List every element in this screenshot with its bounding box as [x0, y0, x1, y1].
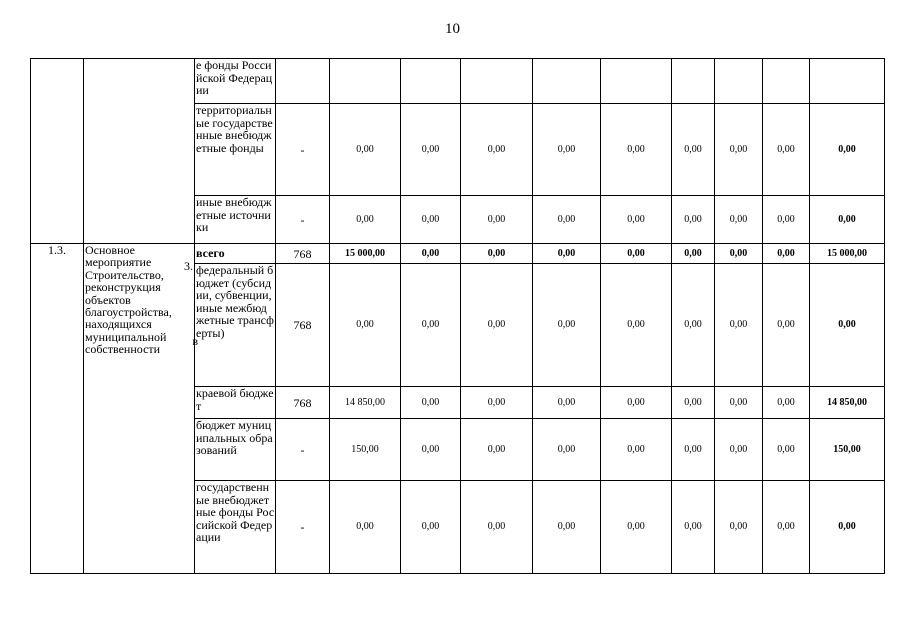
value-cell: 0,00	[401, 387, 461, 419]
value-cell: 0,00	[461, 387, 533, 419]
value-cell: 0,00	[763, 196, 810, 244]
value-cell: 0,00	[763, 244, 810, 264]
value-cell: 0,00	[461, 264, 533, 387]
value-cell: 0,00	[533, 419, 601, 481]
source-cell: территориальные государственные внебюджетные фонды	[195, 104, 276, 196]
value-cell: 0,00	[672, 387, 715, 419]
value-cell: 0,00	[330, 481, 401, 574]
value-cell: 0,00	[601, 104, 672, 196]
value-cell: 0,00	[715, 244, 763, 264]
stray-mark: 3.	[184, 259, 193, 273]
value-cell: 0,00	[601, 244, 672, 264]
value-cell: 0,00	[763, 104, 810, 196]
value-cell: 0,00	[401, 104, 461, 196]
value-cell: 0,00	[533, 196, 601, 244]
value-cell: 0,00	[715, 104, 763, 196]
total-cell: 0,00	[810, 104, 885, 196]
code-cell: 768	[276, 244, 330, 264]
value-cell: 0,00	[533, 481, 601, 574]
code-cell	[276, 59, 330, 104]
value-cell: 0,00	[672, 104, 715, 196]
value-cell: 0,00	[715, 264, 763, 387]
value-cell: 0,00	[330, 264, 401, 387]
empty-name-cell	[84, 59, 195, 244]
source-cell: иные внебюджетные источники	[195, 196, 276, 244]
measure-name: Основное мероприятие Строительство, реконструкция объектов благоустройства, находящихся муниципальной собственности	[85, 243, 172, 357]
code-cell: 768	[276, 264, 330, 387]
source-cell: государственные внебюджетные фонды Российской Федерации	[195, 481, 276, 574]
measure-index: 1.3.	[31, 244, 84, 574]
value-cell: 0,00	[533, 264, 601, 387]
total-cell: 15 000,00	[810, 244, 885, 264]
financing-table	[30, 58, 885, 574]
value-cell: 0,00	[461, 244, 533, 264]
empty-index-cell	[31, 59, 84, 244]
value-cell: 0,00	[601, 264, 672, 387]
source-cell: бюджет муниципальных образований	[195, 419, 276, 481]
code-cell: -	[276, 481, 330, 574]
value-cell: 0,00	[601, 481, 672, 574]
code-cell: -	[276, 419, 330, 481]
value-cell: 0,00	[672, 244, 715, 264]
source-cell: краевой бюджет	[195, 387, 276, 419]
table-row	[31, 244, 885, 264]
source-cell: всего	[195, 244, 276, 264]
value-cell: 0,00	[763, 264, 810, 387]
value-cell: 0,00	[672, 419, 715, 481]
total-cell: 150,00	[810, 419, 885, 481]
stray-mark: в	[192, 334, 198, 348]
value-cell: 0,00	[533, 104, 601, 196]
value-cell: 0,00	[401, 419, 461, 481]
page-number: 10	[445, 21, 460, 37]
value-cell: 0,00	[330, 104, 401, 196]
code-cell: -	[276, 196, 330, 244]
source-cell: е фонды Российской Федерации	[195, 59, 276, 104]
value-cell: 0,00	[601, 196, 672, 244]
value-cell: 0,00	[533, 244, 601, 264]
value-cell: 0,00	[672, 196, 715, 244]
value-cell: 0,00	[601, 387, 672, 419]
table-row	[31, 59, 885, 104]
value-cell: 0,00	[401, 196, 461, 244]
value-cell: 0,00	[763, 481, 810, 574]
value-cell: 0,00	[461, 481, 533, 574]
value-cell: 0,00	[533, 387, 601, 419]
value-cell: 0,00	[715, 419, 763, 481]
source-cell: федеральный бюджет (субсидии, субвенции, иные межбюджетные трансферты)	[195, 264, 276, 387]
value-cell: 0,00	[461, 196, 533, 244]
value-cell: 150,00	[330, 419, 401, 481]
total-cell: 14 850,00	[810, 387, 885, 419]
value-cell: 0,00	[401, 481, 461, 574]
code-cell: 768	[276, 387, 330, 419]
value-cell: 0,00	[461, 104, 533, 196]
value-cell: 0,00	[763, 419, 810, 481]
measure-name-cell	[84, 243, 198, 574]
value-cell: 0,00	[715, 387, 763, 419]
value-cell: 0,00	[763, 387, 810, 419]
value-cell: 0,00	[401, 264, 461, 387]
value-cell: 0,00	[672, 264, 715, 387]
value-cell: 0,00	[715, 196, 763, 244]
total-cell: 0,00	[810, 264, 885, 387]
value-cell: 15 000,00	[330, 244, 401, 264]
total-cell: 0,00	[810, 196, 885, 244]
value-cell: 0,00	[715, 481, 763, 574]
total-cell: 0,00	[810, 481, 885, 574]
value-cell: 0,00	[330, 196, 401, 244]
value-cell: 0,00	[461, 419, 533, 481]
value-cell: 0,00	[672, 481, 715, 574]
code-cell: -	[276, 104, 330, 196]
value-cell: 14 850,00	[330, 387, 401, 419]
value-cell: 0,00	[401, 244, 461, 264]
value-cell: 0,00	[601, 419, 672, 481]
